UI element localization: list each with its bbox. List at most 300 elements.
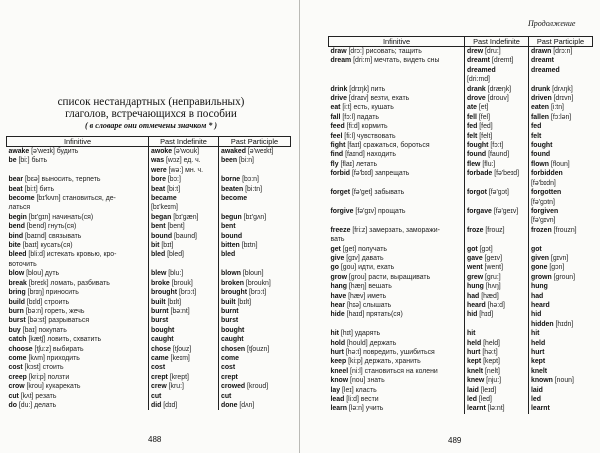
verb-form: held <box>531 339 546 347</box>
infinitive-cell <box>329 75 465 84</box>
transcription: [du:] делать <box>18 401 57 409</box>
table-row <box>329 169 593 178</box>
transcription: [wɔz] ед. ч. <box>165 157 201 165</box>
transcription: [fə'bɪdn] <box>531 179 556 187</box>
verb-form: crept <box>221 373 238 381</box>
verb-form: fought <box>531 142 553 150</box>
transcription: [blou] дуть <box>26 270 60 278</box>
verb-form: chosen <box>221 345 246 353</box>
past-participle-cell <box>529 339 593 348</box>
past-indefinite-cell <box>149 213 219 222</box>
past-indefinite-cell <box>149 382 219 391</box>
infinitive-cell <box>7 222 149 231</box>
table-row <box>329 329 593 338</box>
transcription: латься <box>8 204 31 212</box>
past-indefinite-cell <box>465 292 529 301</box>
table-row <box>329 339 593 348</box>
infinitive-cell <box>7 213 149 222</box>
verb-form: burnt <box>221 307 239 315</box>
transcription: [fed] <box>479 123 493 131</box>
infinitive-cell <box>7 373 149 382</box>
verb-form: draw <box>330 48 347 55</box>
header-past-participle: Past Participle <box>529 37 593 47</box>
verb-form: broke <box>151 279 170 287</box>
verb-form: felt <box>467 132 478 140</box>
past-indefinite-cell <box>149 392 219 401</box>
transcription: [bɔ:] <box>167 176 181 184</box>
verb-form: forgiven <box>531 207 559 215</box>
infinitive-cell <box>7 326 149 335</box>
past-participle-cell <box>529 132 593 141</box>
past-participle-cell <box>219 194 291 203</box>
verb-form: creep <box>8 373 27 381</box>
verb-form: hung <box>467 283 484 291</box>
verb-form: keep <box>330 358 347 366</box>
transcription: [i:t] есть, кушать <box>342 104 394 112</box>
verb-form: cut <box>8 392 19 400</box>
past-indefinite-cell <box>149 250 219 259</box>
table-row <box>7 185 291 194</box>
transcription: [bɔ:n] <box>242 176 259 184</box>
verb-form: been <box>221 157 238 165</box>
verb-form: dreamt <box>467 57 490 65</box>
transcription: [fɔ:l] падать <box>342 113 379 121</box>
verb-form: bind <box>8 232 24 240</box>
transcription: воточить <box>8 260 37 268</box>
transcription: [fə'geɪv] <box>493 207 519 215</box>
transcription: [et] <box>478 104 489 112</box>
transcription: [tʃu:z] выбирать <box>34 345 84 353</box>
past-indefinite-cell <box>149 335 219 344</box>
table-row <box>329 207 593 216</box>
verb-form: beat <box>151 185 166 193</box>
verb-form: bring <box>8 289 26 297</box>
transcription: [bə:n] гореть, жечь <box>25 307 85 315</box>
transcription: [baɪnd] связывать <box>24 232 82 240</box>
infinitive-cell <box>329 329 465 338</box>
table-row <box>7 232 291 241</box>
transcription: [bend] гнуть(ся) <box>26 223 77 231</box>
title-note: ( в словаре они отмечены значком * ) <box>85 121 217 130</box>
table-row <box>329 320 593 329</box>
verb-form: caught <box>221 336 244 344</box>
past-participle-cell <box>219 335 291 344</box>
past-participle-cell <box>529 235 593 244</box>
verb-form: laid <box>531 386 543 394</box>
verb-form: buy <box>8 326 21 334</box>
table-row <box>7 326 291 335</box>
transcription: [fri:z] замерзать, заморажи- <box>352 226 440 234</box>
verb-form: dream <box>330 57 352 65</box>
transcription: [brɪŋ] приносить <box>27 289 79 297</box>
past-participle-cell <box>219 269 291 278</box>
infinitive-cell <box>329 47 465 57</box>
past-participle-cell <box>219 250 291 259</box>
verb-form: cost <box>221 364 236 372</box>
header-infinitive: Infinitive <box>329 37 465 47</box>
past-indefinite-cell <box>149 156 219 165</box>
verb-form: become <box>8 195 35 203</box>
past-indefinite-cell <box>149 298 219 307</box>
transcription: [kætʃ] ловить, схватить <box>28 336 102 344</box>
past-participle-cell <box>529 150 593 159</box>
verb-form: bend <box>8 223 25 231</box>
transcription: [krou] кукарекать <box>26 383 81 391</box>
verb-form: beaten <box>221 185 244 193</box>
verb-form: built <box>221 298 236 306</box>
verb-form: hurt <box>531 349 545 356</box>
table-row <box>7 298 291 307</box>
table-row <box>7 260 291 269</box>
past-participle-cell <box>219 232 291 241</box>
past-indefinite-cell <box>465 122 529 131</box>
transcription: [bɪld] строить <box>26 298 70 306</box>
past-participle-cell <box>529 56 593 65</box>
verb-form: hit <box>531 330 540 338</box>
transcription: [fɔ:t] <box>490 142 504 150</box>
transcription: [bɛə] выносить, терпеть <box>24 176 101 184</box>
list-title <box>18 96 284 132</box>
verb-form: hang <box>330 283 347 291</box>
past-participle-cell <box>529 188 593 197</box>
past-participle-cell <box>529 75 593 84</box>
past-indefinite-cell <box>465 141 529 150</box>
infinitive-cell <box>7 194 149 203</box>
verb-form: break <box>8 279 27 287</box>
transcription: [kroud] <box>247 383 269 391</box>
past-indefinite-cell <box>149 232 219 241</box>
transcription: [geɪv] <box>484 254 503 262</box>
past-indefinite-cell <box>465 150 529 159</box>
table-row <box>329 85 593 94</box>
table-row <box>7 175 291 184</box>
verb-form: get <box>330 245 341 253</box>
verb-form: drawn <box>531 48 552 55</box>
verb-form: had <box>467 292 480 300</box>
verb-form: crept <box>151 373 168 381</box>
verb-form: learn <box>330 405 347 413</box>
past-participle-cell <box>529 66 593 75</box>
transcription: [leɪd] <box>480 386 497 394</box>
past-participle-cell <box>529 301 593 310</box>
verb-form: drink <box>330 85 348 93</box>
verb-form: felt <box>531 132 542 140</box>
verb-form: brought <box>151 289 178 297</box>
verb-form: known <box>531 377 553 385</box>
infinitive-cell <box>329 376 465 385</box>
infinitive-cell <box>329 404 465 413</box>
verb-form: do <box>8 401 17 409</box>
table-row <box>329 94 593 103</box>
verb-form: bore <box>151 176 166 184</box>
past-participle-cell <box>219 382 291 391</box>
past-participle-cell <box>219 298 291 307</box>
verb-form: done <box>221 401 238 409</box>
infinitive-cell <box>7 250 149 259</box>
past-indefinite-cell <box>465 216 529 225</box>
transcription: [li:d] вести <box>346 396 379 404</box>
verb-form: come <box>8 354 27 362</box>
table-row <box>7 307 291 316</box>
past-participle-cell <box>529 179 593 188</box>
past-indefinite-cell <box>465 47 529 57</box>
infinitive-cell <box>329 235 465 244</box>
verb-form: blown <box>221 270 241 278</box>
transcription: [brɔ:t] <box>248 289 267 297</box>
past-indefinite-cell <box>465 254 529 263</box>
transcription: [drɔ:] рисовать; тащить <box>348 48 422 55</box>
transcription: [gɔt] <box>479 245 493 253</box>
verb-form: knelt <box>531 367 548 375</box>
verb-form: gave <box>467 254 483 262</box>
verb-form: hidden <box>531 320 554 328</box>
transcription: [haɪd] прятать(ся) <box>346 311 403 319</box>
verb-form: drive <box>330 95 347 103</box>
verb-form: hold <box>330 339 346 347</box>
transcription: [hʌŋ] <box>485 283 501 291</box>
transcription: [kept] <box>483 358 500 366</box>
verb-form: forget <box>330 189 351 197</box>
past-participle-cell <box>529 273 593 282</box>
infinitive-cell <box>329 141 465 150</box>
verb-form: come <box>221 354 240 362</box>
transcription: [dɪd] <box>163 401 178 409</box>
verb-form: burst <box>151 317 169 325</box>
past-indefinite-cell <box>465 273 529 282</box>
table-row <box>7 269 291 278</box>
transcription: [bli:d] истекать кровью, кро- <box>28 251 117 259</box>
verb-form: freeze <box>330 226 351 234</box>
infinitive-cell <box>329 386 465 395</box>
transcription: [fi:d] кормить <box>346 123 388 131</box>
transcription: [hɪd] <box>479 311 494 319</box>
infinitive-cell <box>329 263 465 272</box>
infinitive-cell <box>7 363 149 372</box>
transcription: [nju:] <box>486 377 502 385</box>
table-row <box>329 235 593 244</box>
transcription: [gɪv] давать <box>346 254 384 262</box>
verb-form: led <box>531 396 541 404</box>
table-row <box>329 216 593 225</box>
infinitive-cell <box>7 203 149 212</box>
infinitive-cell <box>329 282 465 291</box>
verb-form: fight <box>330 142 346 150</box>
verb-form: fed <box>531 123 542 131</box>
transcription: [bi:tn] <box>245 185 262 193</box>
transcription: [bə:st] разрываться <box>27 317 90 325</box>
verb-form: bent <box>151 223 166 231</box>
verb-form: forbid <box>330 170 351 178</box>
infinitive-cell <box>329 56 465 65</box>
infinitive-cell <box>7 147 149 157</box>
verb-form: caught <box>151 336 174 344</box>
verb-form: crew <box>151 383 167 391</box>
table-row <box>7 194 291 203</box>
past-indefinite-cell <box>149 326 219 335</box>
verb-form: forgave <box>467 207 492 215</box>
transcription: [kʌm] приходить <box>28 354 80 362</box>
past-indefinite-cell <box>149 307 219 316</box>
infinitive-cell <box>7 298 149 307</box>
transcription: [gɪvn] <box>550 254 569 262</box>
table-row <box>329 254 593 263</box>
infinitive-cell <box>7 307 149 316</box>
past-participle-cell <box>529 386 593 395</box>
past-indefinite-cell <box>465 226 529 235</box>
past-participle-cell <box>529 113 593 122</box>
verb-form: laid <box>467 386 479 394</box>
past-participle-cell <box>219 175 291 184</box>
past-indefinite-cell <box>465 348 529 357</box>
past-indefinite-cell <box>465 329 529 338</box>
transcription: [bɪ'gɪn] начинать(ся) <box>28 213 94 221</box>
infinitive-cell <box>7 354 149 363</box>
verb-form: dreamed <box>467 66 496 74</box>
transcription: [ə'weɪk] будить <box>31 148 79 155</box>
past-participle-cell <box>219 213 291 222</box>
table-row <box>329 132 593 141</box>
past-indefinite-cell <box>149 288 219 297</box>
transcription: [baɪt] кусать(ся) <box>22 242 73 250</box>
transcription: [kɔst] стоить <box>24 364 64 372</box>
verb-form: held <box>467 339 482 347</box>
infinitive-cell <box>7 382 149 391</box>
table-row <box>329 150 593 159</box>
past-indefinite-cell <box>465 169 529 178</box>
past-participle-cell <box>529 122 593 131</box>
past-indefinite-cell <box>149 241 219 250</box>
table-header <box>329 37 593 47</box>
verb-form: bit <box>151 242 160 250</box>
table-row <box>329 263 593 272</box>
past-indefinite-cell <box>149 269 219 278</box>
table-row <box>329 179 593 188</box>
past-participle-cell <box>529 329 593 338</box>
transcription: [fə'bɪd] запрещать <box>351 170 410 178</box>
past-indefinite-cell <box>149 185 219 194</box>
verb-form: begin <box>8 213 27 221</box>
past-indefinite-cell <box>465 367 529 376</box>
infinitive-cell <box>329 320 465 329</box>
verb-form: lead <box>330 396 345 404</box>
past-indefinite-cell <box>465 357 529 366</box>
past-indefinite-cell <box>149 279 219 288</box>
past-indefinite-cell <box>465 85 529 94</box>
table-row <box>7 316 291 325</box>
transcription: [dræŋk] <box>487 85 512 93</box>
verb-form: hid <box>467 311 478 319</box>
past-participle-cell <box>529 367 593 376</box>
transcription: [ni:l] становиться на колени <box>350 367 438 375</box>
verb-form: awaked <box>221 148 246 155</box>
table-row <box>7 213 291 222</box>
past-indefinite-cell <box>149 147 219 157</box>
transcription: [gɔn] <box>549 264 565 272</box>
past-participle-cell <box>529 292 593 301</box>
past-indefinite-cell <box>149 401 219 410</box>
verb-form: feed <box>330 123 345 131</box>
transcription: [bi:t] бить <box>24 185 55 193</box>
infinitive-cell <box>7 345 149 354</box>
past-indefinite-cell <box>465 282 529 291</box>
transcription: [bɪlt] <box>167 298 182 306</box>
verb-form: drank <box>467 85 486 93</box>
verb-form: grow <box>330 273 347 281</box>
table-row <box>7 373 291 382</box>
infinitive-cell <box>7 335 149 344</box>
infinitive-cell <box>329 150 465 159</box>
verbs-table-left <box>6 136 291 410</box>
past-indefinite-cell <box>149 316 219 325</box>
verb-form: forbade <box>467 170 493 178</box>
table-row <box>329 404 593 413</box>
table-row <box>7 392 291 401</box>
transcription: вать <box>330 236 345 244</box>
transcription: [hɪə] слышать <box>346 301 392 309</box>
table-row <box>329 113 593 122</box>
table-row <box>7 345 291 354</box>
infinitive-cell <box>329 85 465 94</box>
verb-form: bleed <box>8 251 27 259</box>
transcription: [lə:n] учить <box>348 405 384 413</box>
table-row <box>329 245 593 254</box>
transcription: [groun] <box>553 273 576 281</box>
past-participle-cell <box>529 94 593 103</box>
transcription: [fɔ:lən] <box>550 113 572 121</box>
past-participle-cell <box>529 376 593 385</box>
transcription: [brɔ:t] <box>178 289 197 297</box>
past-indefinite-cell <box>149 373 219 382</box>
transcription: [nelt] <box>485 367 500 375</box>
transcription: [hɪt] ударять <box>340 330 381 338</box>
table-row <box>329 56 593 65</box>
transcription: [baɪ] покупать <box>22 326 67 334</box>
verb-form: frozen <box>531 226 552 234</box>
past-participle-cell <box>219 156 291 165</box>
verb-form: hear <box>330 301 346 309</box>
transcription: [bloun] <box>242 270 264 278</box>
verb-form: eaten <box>531 104 550 112</box>
past-participle-cell <box>219 345 291 354</box>
verb-form: build <box>8 298 25 306</box>
past-indefinite-cell <box>465 56 529 65</box>
infinitive-cell <box>329 339 465 348</box>
verb-form: fly <box>330 160 339 168</box>
verb-form: bought <box>221 326 245 334</box>
past-participle-cell <box>219 354 291 363</box>
verb-form: came <box>151 354 169 362</box>
past-participle-cell <box>529 348 593 357</box>
verb-form: drunk <box>531 85 551 93</box>
verb-form: flown <box>531 160 549 168</box>
past-participle-cell <box>529 320 593 329</box>
verb-form: bent <box>221 223 236 231</box>
infinitive-cell <box>329 94 465 103</box>
continuation-label: Продолжение <box>528 19 576 28</box>
transcription: [ə'weɪkt] <box>247 148 274 155</box>
infinitive-cell <box>329 273 465 282</box>
past-participle-cell <box>219 316 291 325</box>
infinitive-cell <box>7 166 149 175</box>
verb-form: forbidden <box>531 170 563 178</box>
past-participle-cell <box>529 310 593 319</box>
verb-form: gone <box>531 264 548 272</box>
past-participle-cell <box>219 392 291 401</box>
table-row <box>7 203 291 212</box>
infinitive-cell <box>329 301 465 310</box>
table-row <box>7 401 291 410</box>
transcription: [hɪdn] <box>555 320 574 328</box>
